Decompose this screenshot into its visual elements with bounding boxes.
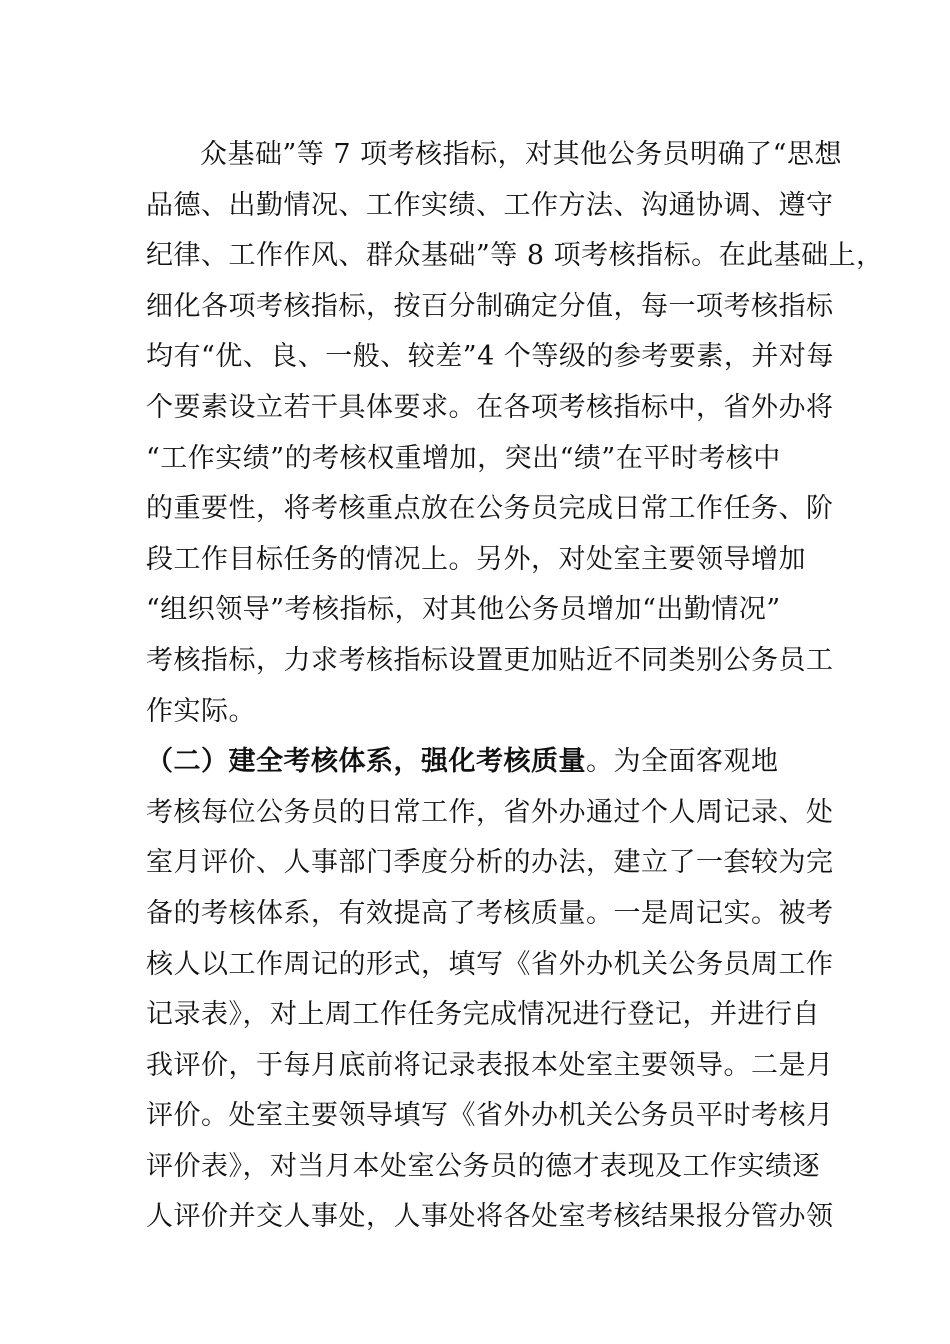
text-line: 纪律、工作作风、群众基础”等 8 项考核指标。在此基础上， — [146, 240, 884, 272]
document-body — [146, 130, 884, 1243]
text-line: 细化各项考核指标，按百分制确定分值，每一项考核指标 — [146, 290, 834, 322]
text-line: 考核指标，力求考核指标设置更加贴近不同类别公务员工 — [146, 644, 834, 676]
text-line: 众基础”等 7 项考核指标，对其他公务员明确了“思想 — [200, 139, 842, 170]
text-line: 评价表》，对当月本处室公务员的德才表现及工作实绩逐 — [146, 1150, 820, 1182]
text-line — [146, 737, 818, 788]
text-line: 的重要性，将考核重点放在公务员完成日常工作任务、阶 — [146, 493, 834, 525]
section-heading: （二）建全考核体系，强化考核质量 — [146, 746, 586, 778]
text-line: 备的考核体系，有效提高了考核质量。一是周记实。被考 — [146, 897, 834, 929]
text-line: 核人以工作周记的形式，填写《省外办机关公务员周工作 — [146, 948, 834, 980]
text-line: 记录表》，对上周工作任务完成情况进行登记，并进行自 — [146, 999, 820, 1031]
text-line: 人评价并交人事处，人事处将各处室考核结果报分管办领 — [146, 1201, 834, 1233]
paragraph-1 — [146, 130, 884, 737]
paragraph-2 — [146, 737, 834, 1243]
text-line: 个要素设立若干具体要求。在各项考核指标中，省外办将 — [146, 391, 834, 423]
text-span: 。为全面客观地 — [586, 746, 779, 778]
text-line: 段工作目标任务的情况上。另外，对处室主要领导增加 — [146, 543, 806, 575]
text-line: 均有“优、良、一般、较差”4 个等级的参考要素，并对每 — [146, 341, 834, 373]
text-line: 作实际。 — [146, 695, 256, 727]
text-line: “组织领导”考核指标，对其他公务员增加“出勤情况” — [146, 594, 781, 626]
text-line: 我评价，于每月底前将记录表报本处室主要领导。二是月 — [146, 1049, 834, 1081]
text-line: 评价。处室主要领导填写《省外办机关公务员平时考核月 — [146, 1100, 834, 1132]
text-line: 考核每位公务员的日常工作，省外办通过个人周记录、处 — [146, 796, 834, 828]
text-line: “工作实绩”的考核权重增加，突出“绩”在平时考核中 — [146, 442, 781, 474]
text-line: 室月评价、人事部门季度分析的办法，建立了一套较为完 — [146, 847, 834, 879]
text-line: 品德、出勤情况、工作实绩、工作方法、沟通协调、遵守 — [146, 189, 834, 221]
